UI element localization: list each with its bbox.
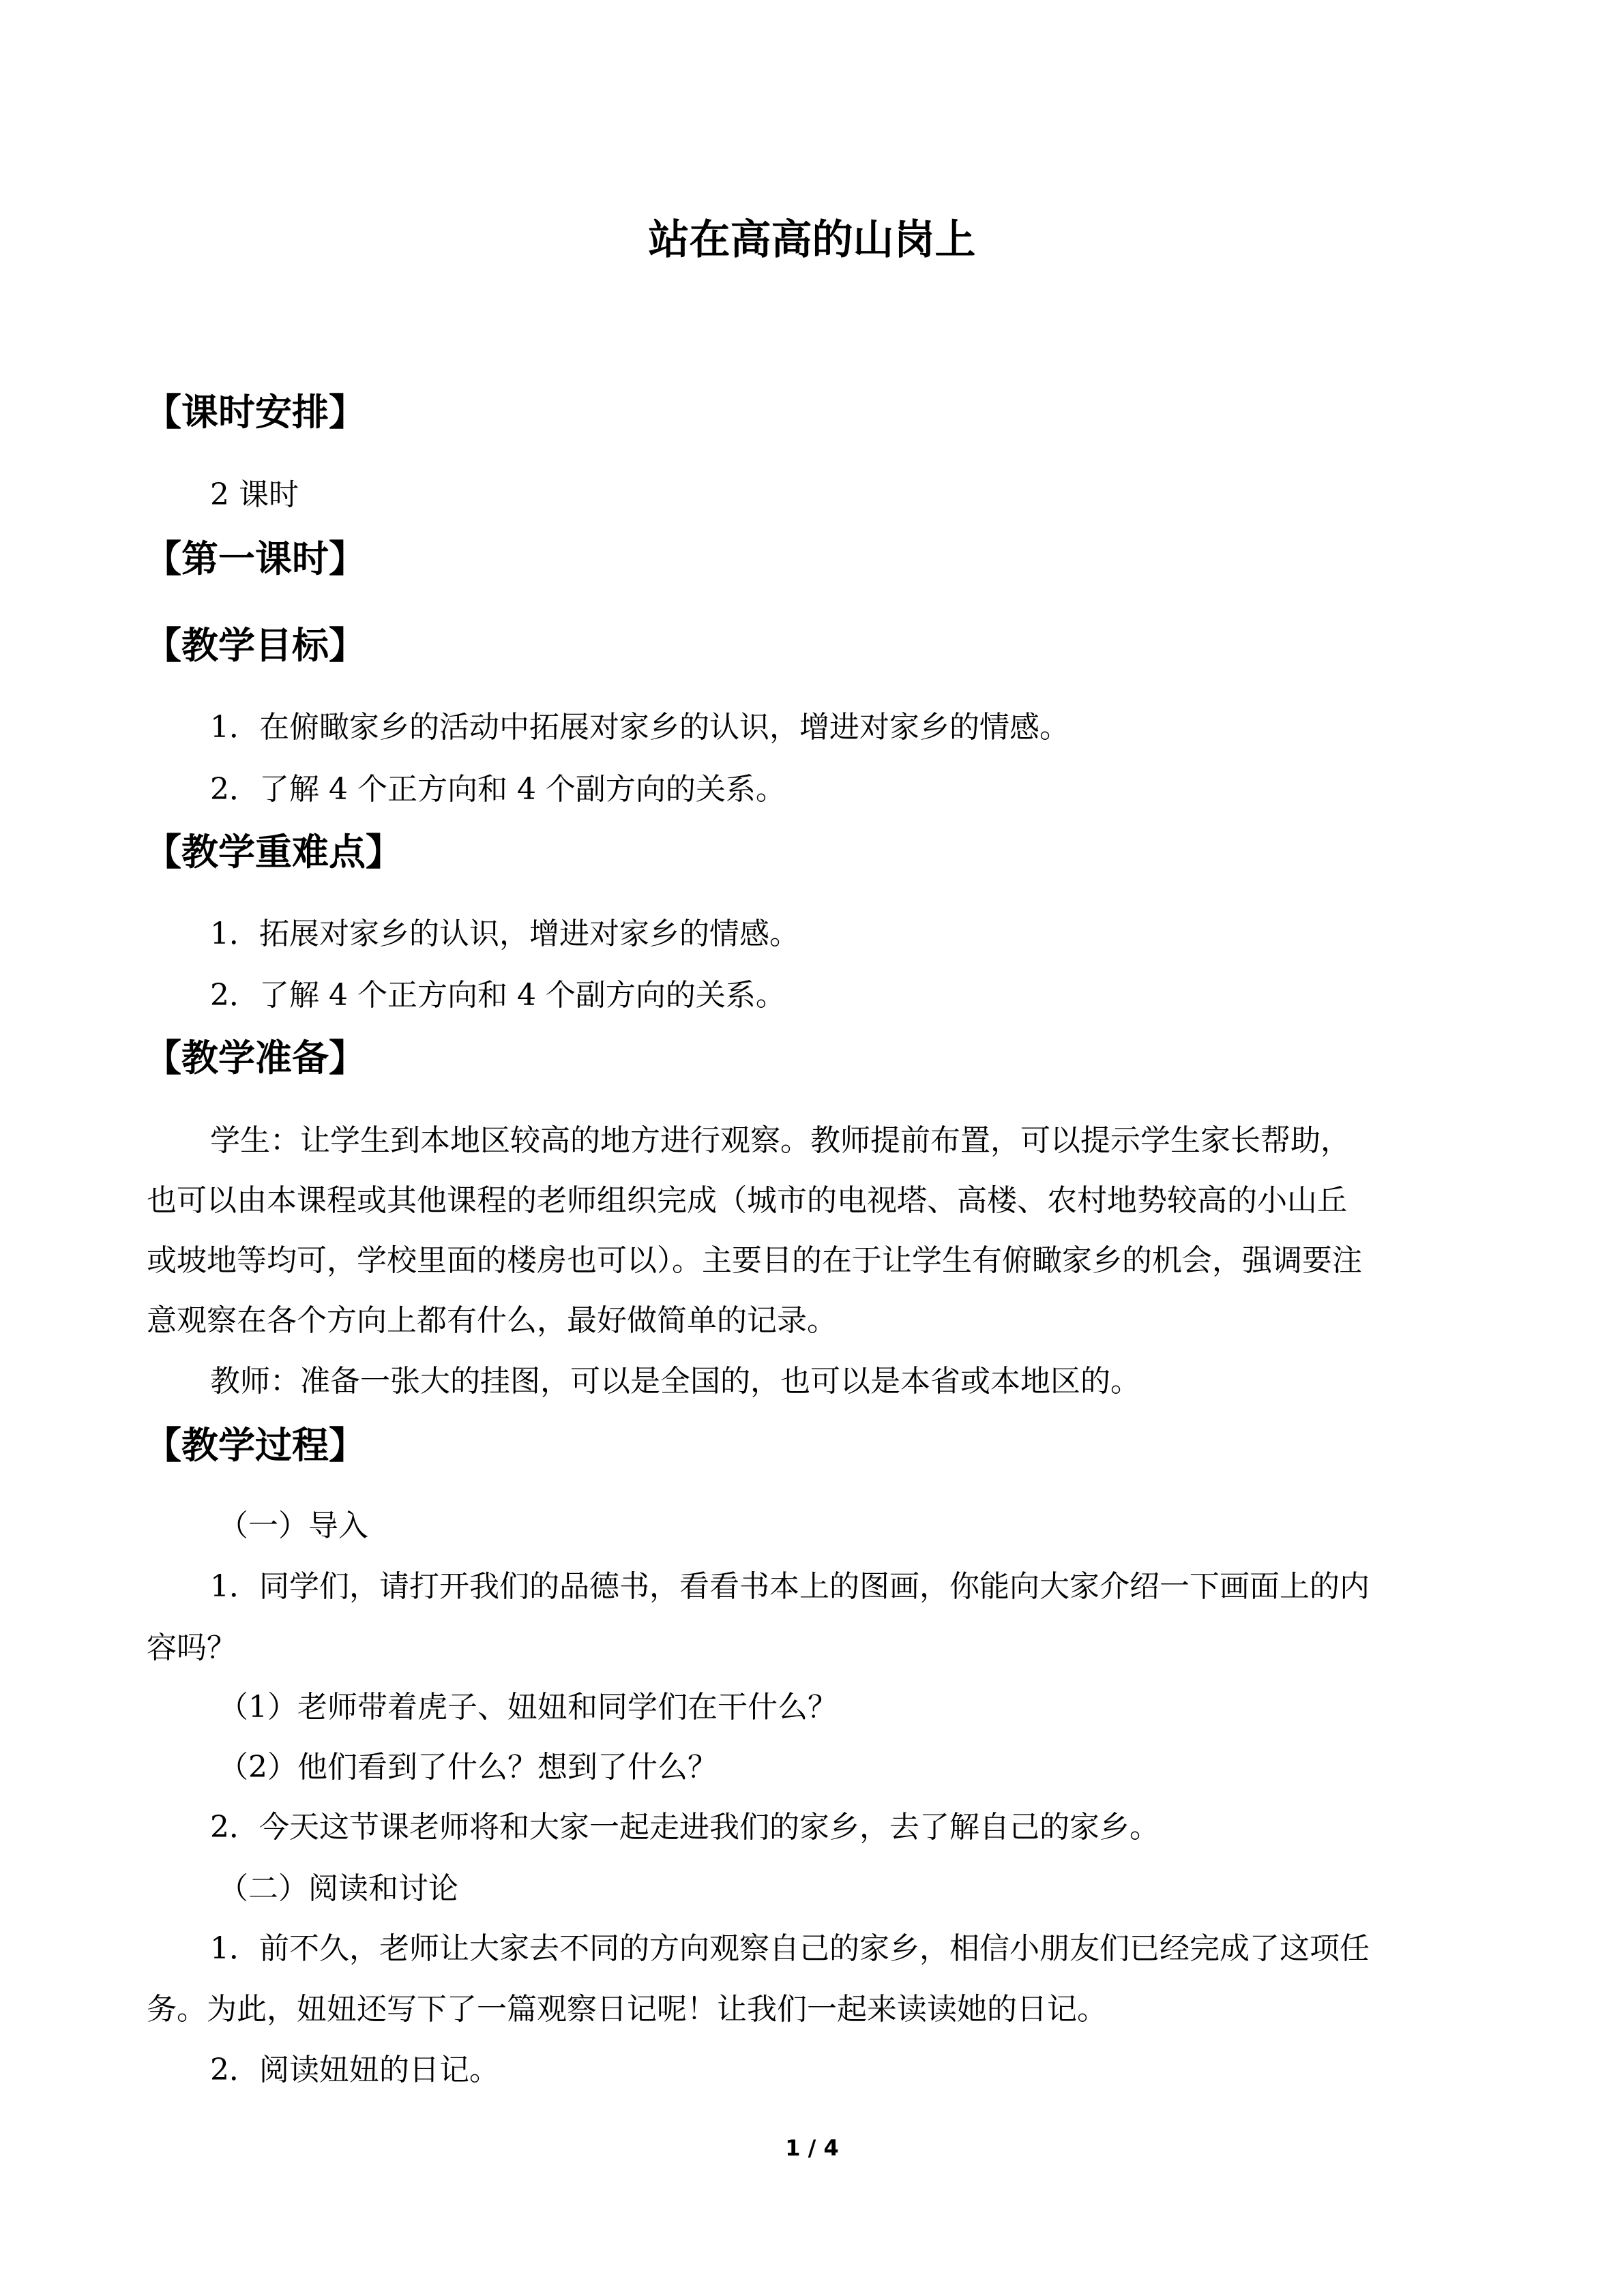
preparation-teacher-line: 教师：准备一张大的挂图，可以是全国的，也可以是本省或本地区的。 bbox=[210, 1364, 1140, 1399]
objective-item: 2．了解 4 个正方向和 4 个副方向的关系。 bbox=[210, 772, 786, 807]
heading-first-lesson: 【第一课时】 bbox=[145, 537, 366, 580]
intro-question-line: 2．今天这节课老师将和大家一起走进我们的家乡，去了解自己的家乡。 bbox=[210, 1810, 1160, 1845]
heading-objectives: 【教学目标】 bbox=[145, 624, 366, 667]
intro-label: （一）导入 bbox=[218, 1508, 368, 1543]
intro-subquestion: （2）他们看到了什么？想到了什么？ bbox=[218, 1750, 718, 1785]
intro-subquestion: （1）老师带着虎子、妞妞和同学们在干什么？ bbox=[218, 1690, 838, 1725]
heading-process: 【教学过程】 bbox=[145, 1424, 366, 1467]
reading-label: （二）阅读和讨论 bbox=[218, 1871, 458, 1906]
preparation-student-line: 意观察在各个方向上都有什么，最好做简单的记录。 bbox=[147, 1303, 837, 1338]
preparation-student-line: 也可以由本课程或其他课程的老师组织完成（城市的电视塔、高楼、农村地势较高的小山丘 bbox=[147, 1183, 1347, 1218]
reading-question-line: 1．前不久，老师让大家去不同的方向观察自己的家乡，相信小朋友们已经完成了这项任 bbox=[210, 1931, 1370, 1966]
page-title: 站在高高的山岗上 bbox=[648, 216, 976, 264]
intro-question-line: 1．同学们，请打开我们的品德书，看看书本上的图画，你能向大家介绍一下画面上的内 bbox=[210, 1569, 1370, 1604]
schedule-text: 2 课时 bbox=[210, 477, 299, 512]
key-point-item: 1．拓展对家乡的认识，增进对家乡的情感。 bbox=[210, 916, 799, 951]
preparation-student-line: 学生：让学生到本地区较高的地方进行观察。教师提前布置，可以提示学生家长帮助， bbox=[210, 1123, 1350, 1158]
heading-key-points: 【教学重难点】 bbox=[145, 831, 402, 874]
key-point-item: 2．了解 4 个正方向和 4 个副方向的关系。 bbox=[210, 978, 786, 1013]
page-number: 1 / 4 bbox=[785, 2135, 839, 2161]
preparation-student-line: 或坡地等均可，学校里面的楼房也可以）。主要目的在于让学生有俯瞰家乡的机会，强调要注 bbox=[147, 1243, 1362, 1278]
heading-schedule: 【课时安排】 bbox=[145, 391, 366, 434]
intro-question-line: 容吗？ bbox=[147, 1630, 237, 1665]
reading-question-line: 2．阅读妞妞的日记。 bbox=[210, 2053, 499, 2087]
heading-preparation: 【教学准备】 bbox=[145, 1037, 366, 1079]
reading-question-line: 务。为此，妞妞还写下了一篇观察日记呢！让我们一起来读读她的日记。 bbox=[147, 1992, 1107, 2027]
objective-item: 1．在俯瞰家乡的活动中拓展对家乡的认识，增进对家乡的情感。 bbox=[210, 710, 1069, 745]
